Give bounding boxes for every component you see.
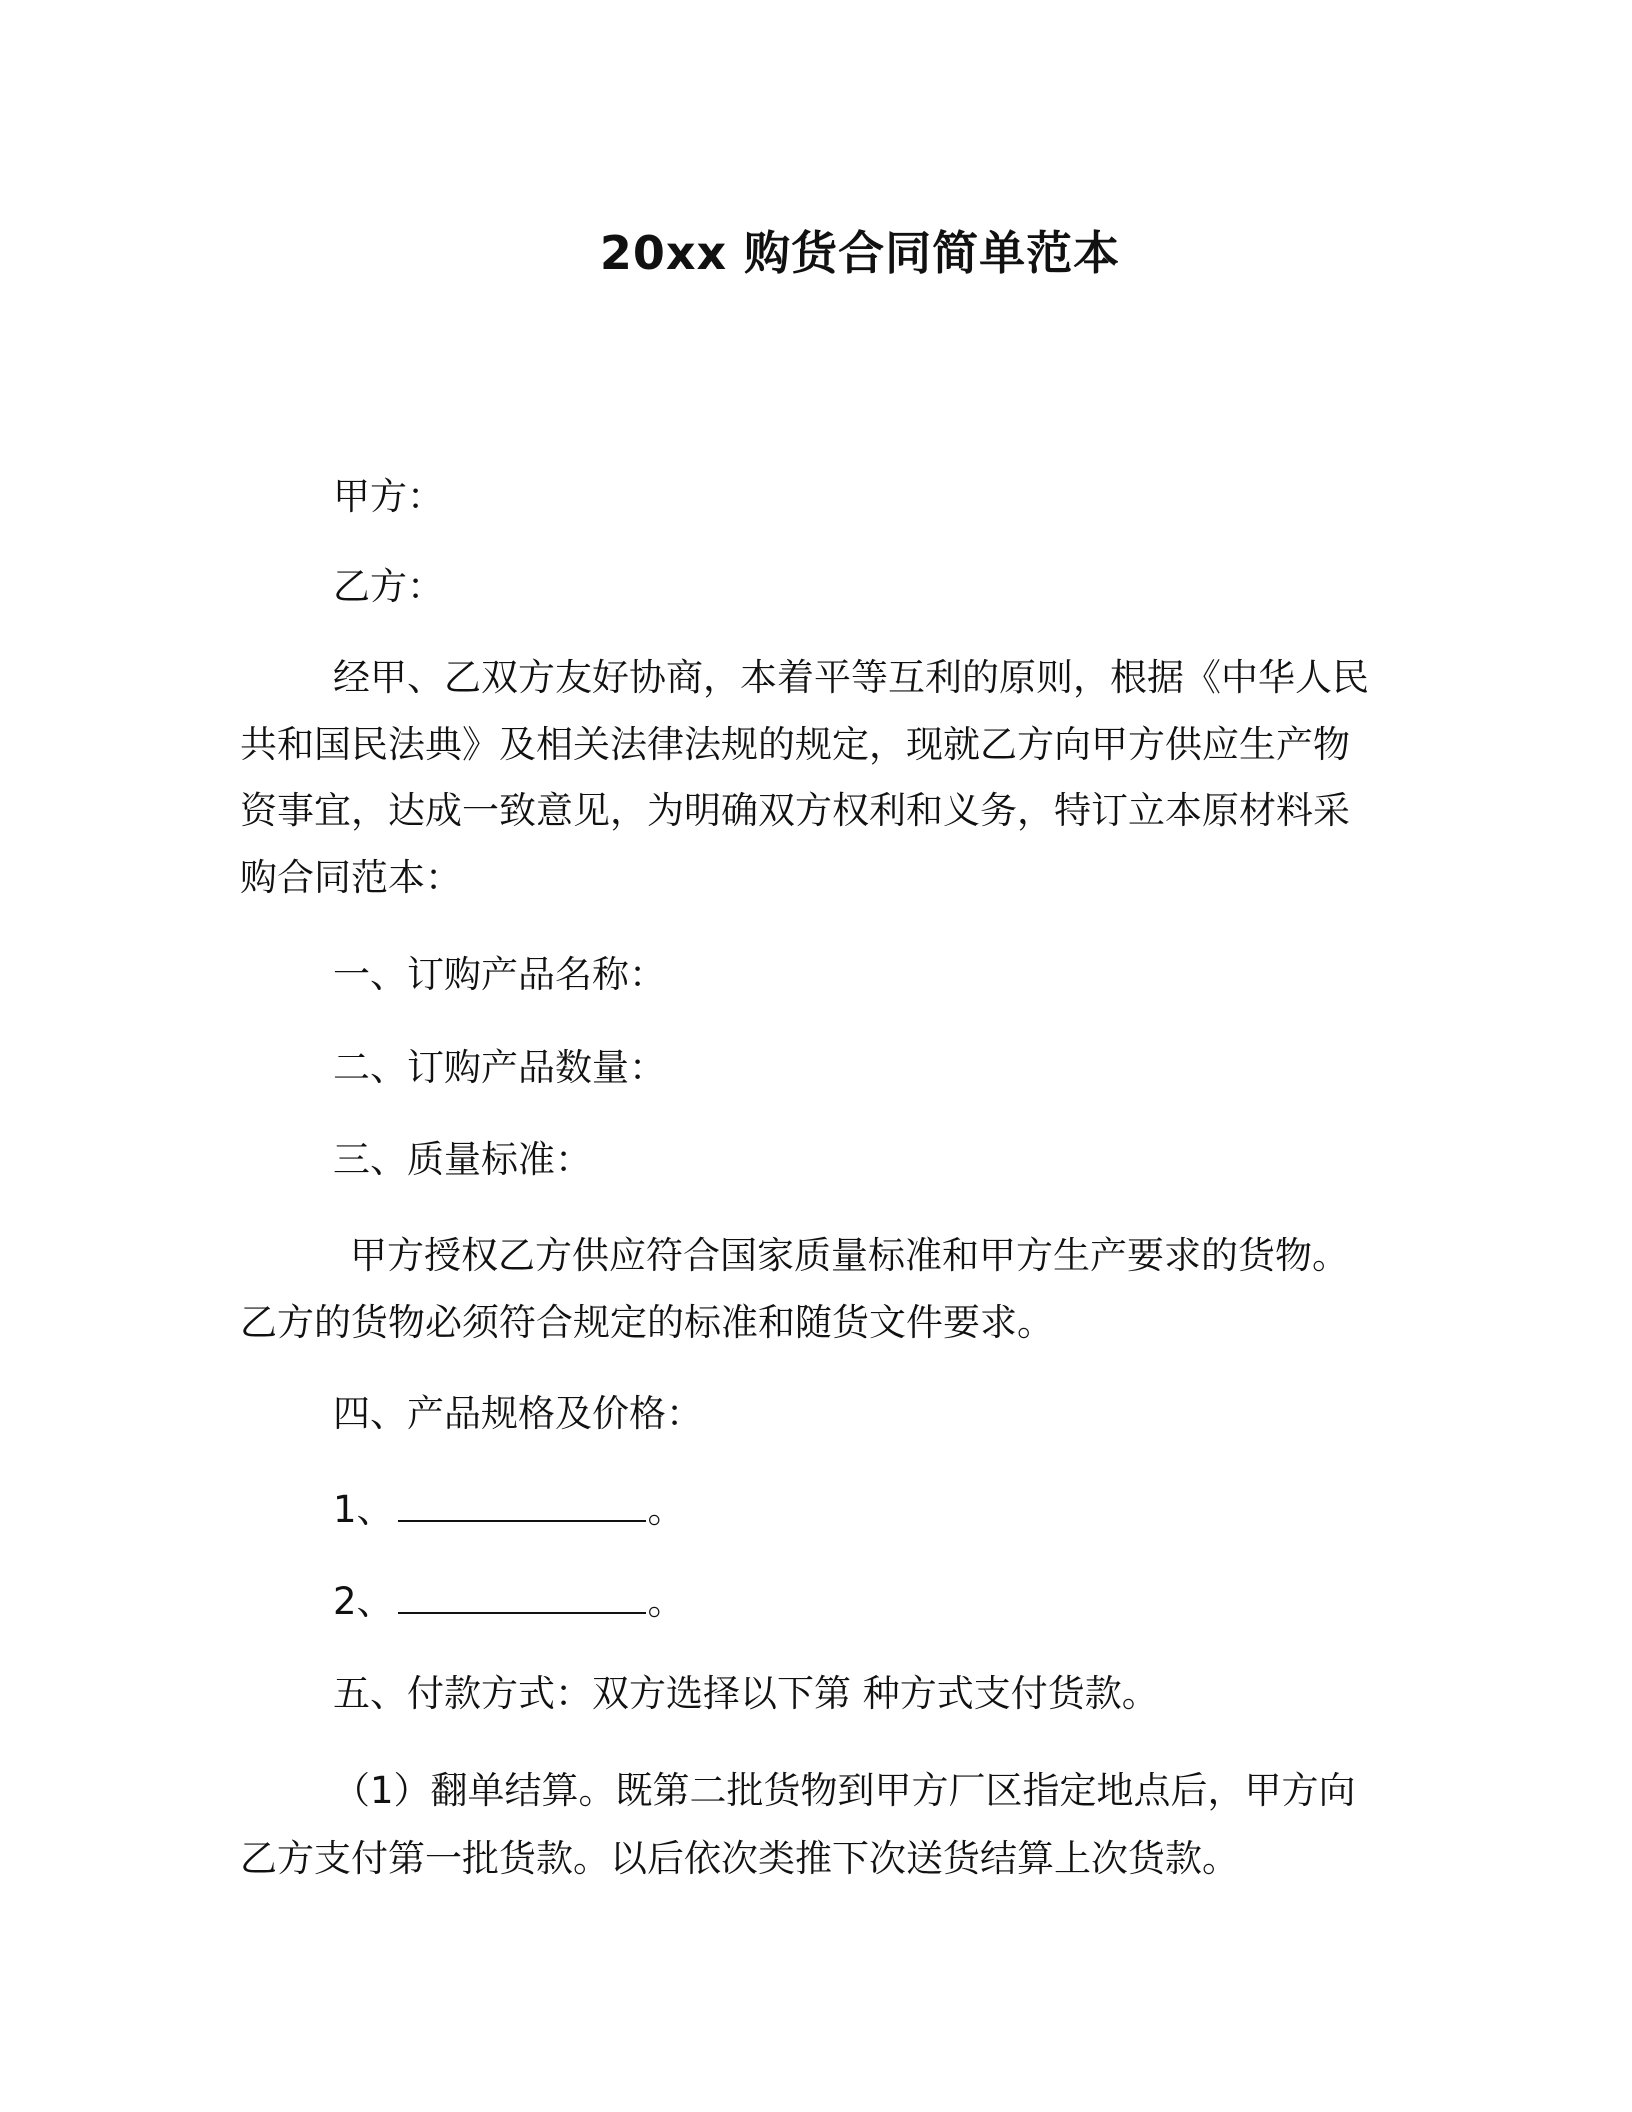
preamble-line: 资事宜，达成一致意见，为明确双方权利和义务，特订立本原材料采 — [240, 789, 1350, 832]
section-spec-price: 四、产品规格及价格： — [333, 1392, 703, 1435]
spec-item-number: 1、 — [333, 1488, 394, 1531]
preamble-line: 共和国民法典》及相关法律法规的规定，现就乙方向甲方供应生产物 — [240, 723, 1350, 766]
section-quality-standard: 三、质量标准： — [333, 1138, 592, 1181]
party-a-label: 甲方： — [333, 475, 444, 518]
document-title: 20xx 购货合同简单范本 — [599, 226, 1121, 280]
section-product-quantity: 二、订购产品数量： — [333, 1046, 666, 1089]
section-product-name: 一、订购产品名称： — [333, 953, 666, 996]
payment-option-line: （1）翻单结算。既第二批货物到甲方厂区指定地点后，甲方向 — [333, 1769, 1356, 1812]
party-b-label: 乙方： — [333, 565, 444, 608]
payment-option-line: 乙方支付第一批货款。以后依次类推下次送货结算上次货款。 — [240, 1837, 1239, 1880]
quality-text-line: 乙方的货物必须符合规定的标准和随货文件要求。 — [240, 1301, 1054, 1344]
spec-item-number: 2、 — [333, 1580, 394, 1623]
preamble-line: 经甲、乙双方友好协商，本着平等互利的原则，根据《中华人民 — [333, 656, 1369, 699]
preamble-line: 购合同范本： — [240, 856, 462, 899]
spec-item — [333, 1484, 685, 1535]
quality-text-line: 甲方授权乙方供应符合国家质量标准和甲方生产要求的货物。 — [350, 1234, 1349, 1277]
fill-in-blank — [398, 1484, 646, 1522]
spec-item-end: 。 — [647, 1580, 685, 1623]
section-payment-method: 五、付款方式：双方选择以下第 种方式支付货款。 — [333, 1672, 1159, 1715]
spec-item — [333, 1576, 685, 1627]
fill-in-blank — [398, 1576, 646, 1614]
spec-item-end: 。 — [647, 1488, 685, 1531]
